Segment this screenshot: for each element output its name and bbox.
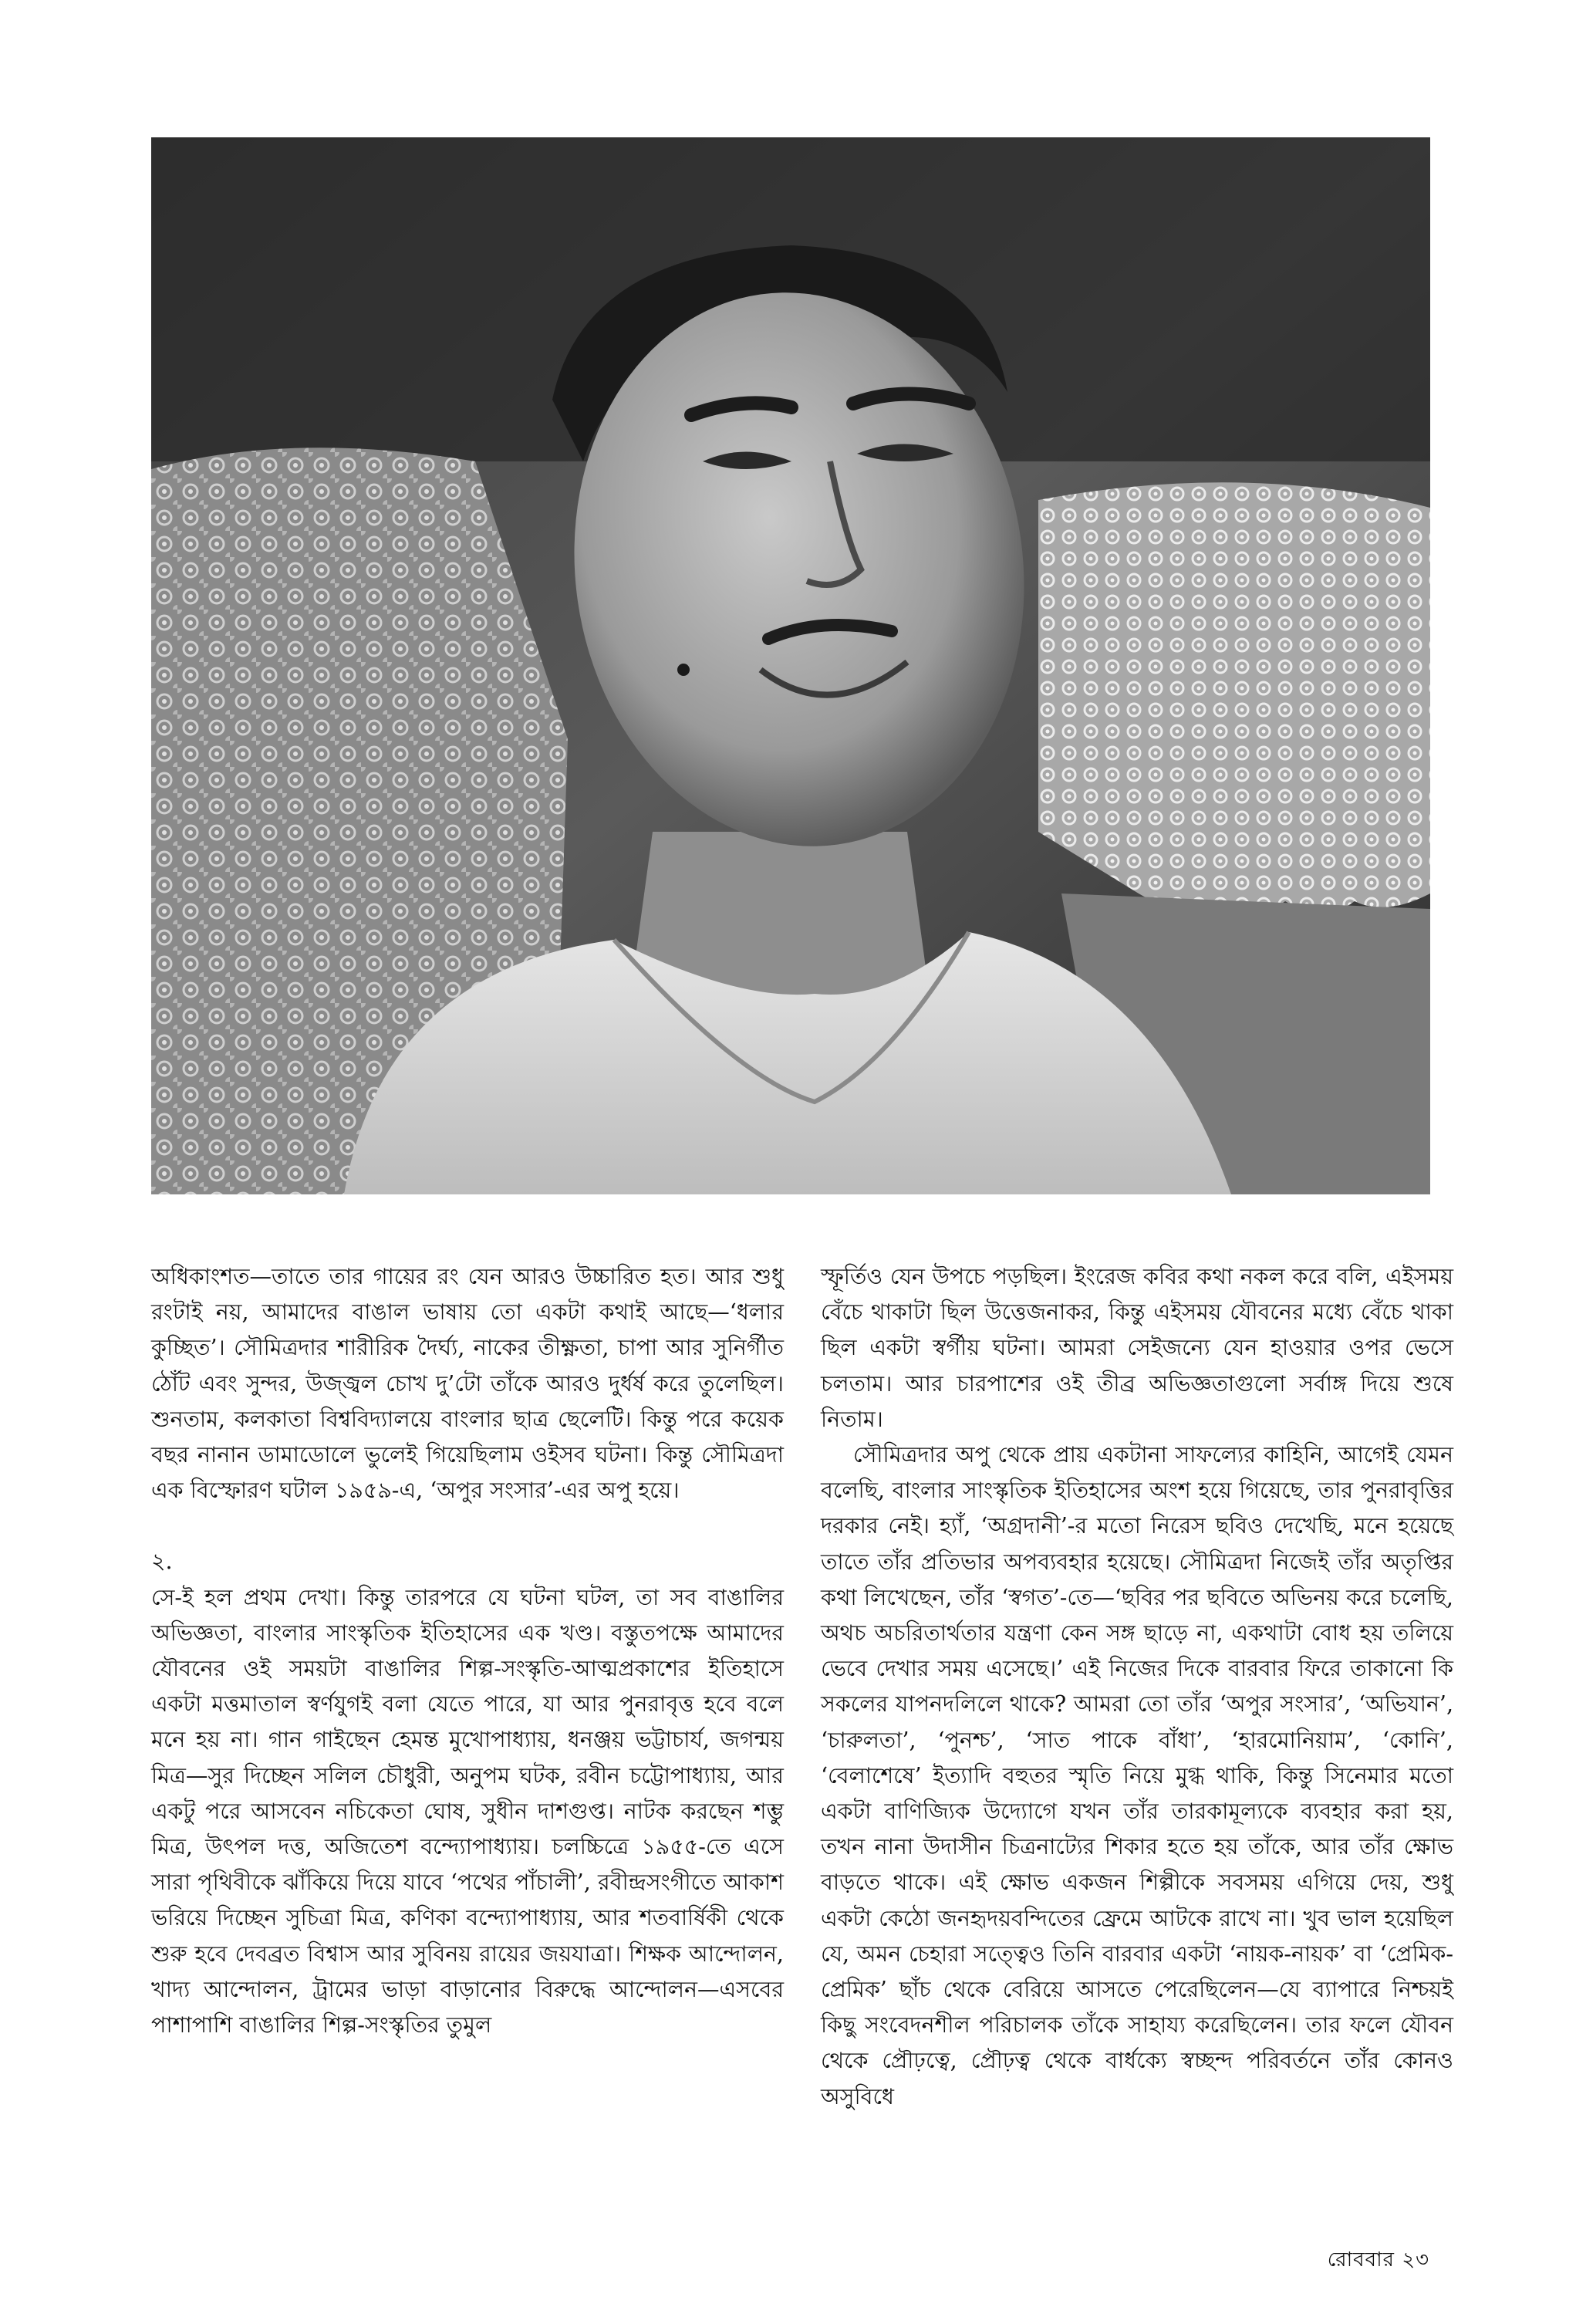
- page-number: ২৩: [1402, 2248, 1429, 2272]
- paragraph: স্ফূর্তিও যেন উপচে পড়ছিল। ইংরেজ কবির কথা নকল করে বলি, এইসময় বেঁচে থাকাটা ছিল উত্তেজনাকর, কিন্তু এইসময় যৌবনের মধ্যে বেঁচে থাকা ছিল একটা স্বর্গীয় ঘটনা। আমরা সেইজন্যে যেন হাওয়ার ওপর ভেসে চলতাম। আর চারপাশের ওই তীব্র অভিজ্ঞতাগুলো সর্বাঙ্গ দিয়ে শুষে নিতাম।: [821, 1264, 1453, 1432]
- portrait-photo: [151, 137, 1430, 1194]
- portrait-illustration: [151, 137, 1430, 1194]
- section-number: ২.: [151, 1549, 173, 1575]
- paragraph: সৌমিত্রদার অপু থেকে প্রায় একটানা সাফল্যের কাহিনি, আগেই যেমন বলেছি, বাংলার সাংস্কৃতিক ইতিহাসের অংশ হয়ে গিয়েছে, তার পুনরাবৃত্তির দরকার নেই। হ্যাঁ, ‘অগ্রদানী’-র মতো নিরেস ছবিও দেখেছি, মনে হয়েছে তাতে তাঁর প্রতিভার অপব্যবহার হয়েছে। সৌমিত্রদা নিজেই তাঁর অতৃপ্তির কথা লিখেছেন, তাঁর ‘স্বগত’-তে—‘ছবির পর ছবিতে অভিনয় করে চলেছি, অথচ অচরিতার্থতার যন্ত্রণা কেন সঙ্গ ছাড়ে না, একথাটা বোধ হয় তলিয়ে ভেবে দেখার সময় এসেছে।’ এই নিজের দিকে বারবার ফিরে তাকানো কি সকলের যাপনদলিলে থাকে? আমরা তো তাঁর ‘অপুর সংসার’, ‘অভিযান’, ‘চারুলতা’, ‘পুনশ্চ’, ‘সাত পাকে বাঁধা’, ‘হারমোনিয়াম’, ‘কোনি’, ‘বেলাশেষে’ ইত্যাদি বহুতর স্মৃতি নিয়ে মুগ্ধ থাকি, কিন্তু সিনেমার মতো একটা বাণিজ্যিক উদ্যোগে যখন তাঁর তারকামূল্যকে ব্যবহার করা হয়, তখন নানা উদাসীন চিত্রনাট্যের শিকার হতে হয় তাঁকে, আর তাঁর ক্ষোভ বাড়তে থাকে। এই ক্ষোভ একজন শিল্পীকে সবসময় এগিয়ে দেয়, শুধু একটা কেঠো জনহৃদয়বন্দিতের ফ্রেমে আটকে রাখে না। খুব ভাল হয়েছিল যে, অমন চেহারা সত্ত্বেও তিনি বারবার একটা ‘নায়ক-নায়ক’ বা ‘প্রেমিক-প্রেমিক’ ছাঁচ থেকে বেরিয়ে আসতে পেরেছিলেন—যে ব্যাপারে নিশ্চয়ই কিছু সংবেদনশীল পরিচালক তাঁকে সাহায্য করেছিলেন। তার ফলে যৌবন থেকে প্রৌঢ়ত্বে, প্রৌঢ়ত্ব থেকে বার্ধক্যে স্বচ্ছন্দ পরিবর্তনে তাঁর কোনও অসুবিধে: [821, 1442, 1453, 2110]
- page-folio: [1328, 2244, 1429, 2278]
- article-column-left: [151, 1259, 784, 2043]
- paragraph: অধিকাংশত—তাতে তার গায়ের রং যেন আরও উচ্চারিত হত। আর শুধু রংটাই নয়, আমাদের বাঙাল ভাষায় তো একটা কথাই আছে—‘ধলার কুচ্ছিত’। সৌমিত্রদার শারীরিক দৈর্ঘ্য, নাকের তীক্ষ্ণতা, চাপা আর সুনির্গীত ঠোঁট এবং সুন্দর, উজ্জ্বল চোখ দু’টো তাঁকে আরও দুর্ধর্ষ করে তুলেছিল। শুনতাম, কলকাতা বিশ্ববিদ্যালয়ে বাংলার ছাত্র ছেলেটি। কিন্তু পরে কয়েক বছর নানান ডামাডোলে ভুলেই গিয়েছিলাম ওইসব ঘটনা। কিন্তু সৌমিত্রদা এক বিস্ফোরণ ঘটাল ১৯৫৯-এ, ‘অপুর সংসার’-এর অপু হয়ে।: [151, 1264, 784, 1504]
- paragraph: সে-ই হল প্রথম দেখা। কিন্তু তারপরে যে ঘটনা ঘটল, তা সব বাঙালির অভিজ্ঞতা, বাংলার সাংস্কৃতিক ইতিহাসের এক খণ্ড। বস্তুতপক্ষে আমাদের যৌবনের ওই সময়টা বাঙালির শিল্প-সংস্কৃতি-আত্মপ্রকাশের ইতিহাসে একটা মত্তমাতাল স্বর্ণযুগই বলা যেতে পারে, যা আর পুনরাবৃত্ত হবে বলে মনে হয় না। গান গাইছেন হেমন্ত মুখোপাধ্যায়, ধনঞ্জয় ভট্টাচার্য, জগন্ময় মিত্র—সুর দিচ্ছেন সলিল চৌধুরী, অনুপম ঘটক, রবীন চট্টোপাধ্যায়, আর একটু পরে আসবেন নচিকেতা ঘোষ, সুধীন দাশগুপ্ত। নাটক করছেন শম্ভু মিত্র, উৎপল দত্ত, অজিতেশ বন্দ্যোপাধ্যায়। চলচ্চিত্রে ১৯৫৫-তে এসে সারা পৃথিবীকে ঝাঁকিয়ে দিয়ে যাবে ‘পথের পাঁচালী’, রবীন্দ্রসংগীতে আকাশ ভরিয়ে দিচ্ছেন সুচিত্রা মিত্র, কণিকা বন্দ্যোপাধ্যায়, আর শতবার্ষিকী থেকে শুরু হবে দেবব্রত বিশ্বাস আর সুবিনয় রায়ের জয়যাত্রা। শিক্ষক আন্দোলন, খাদ্য আন্দোলন, ট্রামের ভাড়া বাড়ানোর বিরুদ্ধে আন্দোলন—এসবের পাশাপাশি বাঙালির শিল্প-সংস্কৃতির তুমুল: [151, 1584, 784, 2039]
- article-column-right: [821, 1259, 1453, 2115]
- magazine-name: রোববার: [1327, 2248, 1395, 2272]
